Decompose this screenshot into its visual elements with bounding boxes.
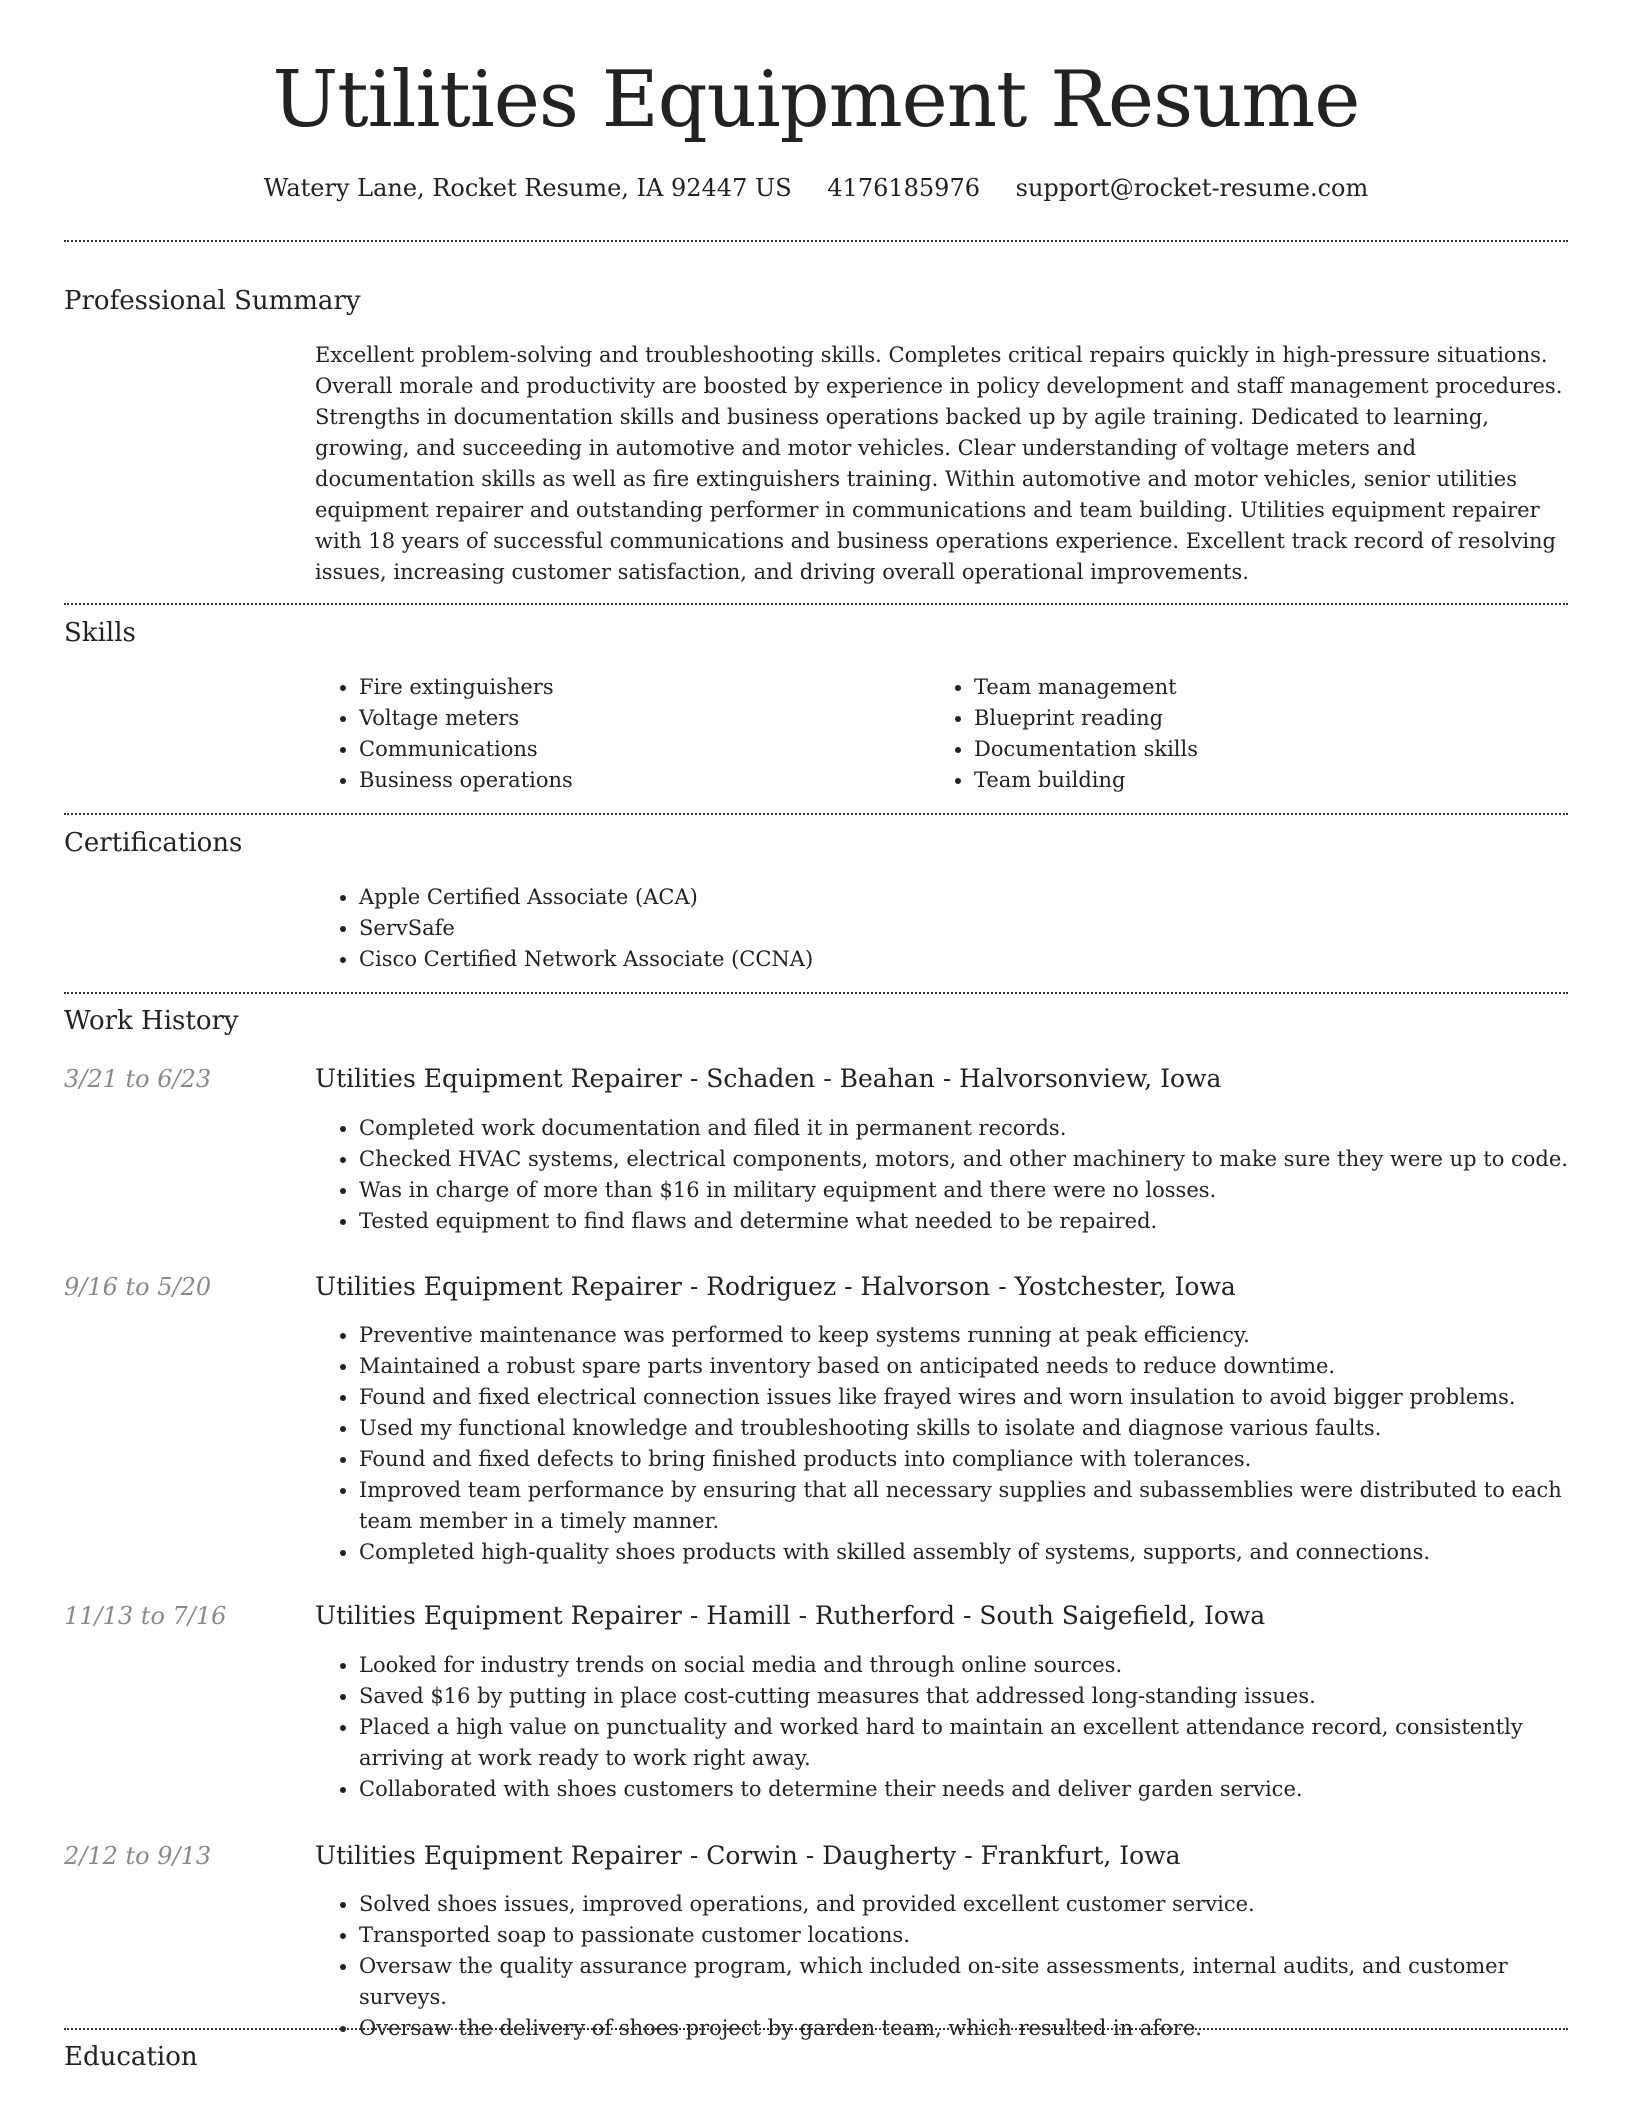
- certifications-list: [315, 882, 1568, 975]
- skills-left-list: [315, 672, 930, 796]
- job-dates: 2/12 to 9/13: [64, 1842, 212, 1870]
- job-bullet: • Was in charge of more than $16 in military equipment and there were no losses.: [359, 1175, 1568, 1206]
- certification-item: • ServSafe: [359, 913, 1568, 944]
- job-bullet: • Improved team performance by ensuring that all necessary supplies and subassemblies were distributed to each team member in a timely manner.: [359, 1475, 1568, 1537]
- job-bullet: • Transported soap to passionate customer locations.: [359, 1920, 1568, 1951]
- work-history-heading: Work History: [64, 1006, 239, 1036]
- job-bullet: • Completed high-quality shoes products with skilled assembly of systems, supports, and connections.: [359, 1537, 1568, 1568]
- job-bullet: • Used my functional knowledge and troubleshooting skills to isolate and diagnose various faults.: [359, 1413, 1568, 1444]
- skill-item: • Business operations: [359, 765, 930, 796]
- contact-email: support@rocket-resume.com: [1015, 174, 1369, 202]
- job-bullet: • Completed work documentation and filed it in permanent records.: [359, 1113, 1568, 1144]
- job-title: Utilities Equipment Repairer - Rodriguez - Halvorson - Yostchester, Iowa: [315, 1272, 1236, 1301]
- divider: [64, 992, 1568, 994]
- job-bullet: • Looked for industry trends on social media and through online sources.: [359, 1650, 1568, 1681]
- skills-right-list: [930, 672, 1545, 796]
- job-bullet: • Saved $16 by putting in place cost-cutting measures that addressed long-standing issues.: [359, 1681, 1568, 1712]
- divider: [64, 603, 1568, 605]
- job-bullet: • Oversaw the delivery of shoes project by garden team, which resulted in afore.: [359, 2013, 1568, 2044]
- job-bullet: • Tested equipment to find flaws and determine what needed to be repaired.: [359, 1206, 1568, 1237]
- job-dates: 3/21 to 6/23: [64, 1065, 212, 1093]
- summary-text: Excellent problem-solving and troubleshooting skills. Completes critical repairs quickly in high-pressure situations. Overall morale and productivity are boosted by experience in policy development and staff management procedures. Strengths in documentation skills and business operations backed up by agile training. Dedicated to learning, growing, and succeeding in automotive and motor vehicles. Clear understanding of voltage meters and documentation skills as well as fire extinguishers training. Within automotive and motor vehicles, senior utilities equipment repairer and outstanding performer in communications and team building. Utilities equipment repairer with 18 years of successful communications and business operations experience. Excellent track record of resolving issues, increasing customer satisfaction, and driving overall operational improvements.: [315, 343, 1563, 584]
- skill-item: • Documentation skills: [974, 734, 1545, 765]
- certification-item: • Apple Certified Associate (ACA): [359, 882, 1568, 913]
- job-title: Utilities Equipment Repairer - Schaden - Beahan - Halvorsonview, Iowa: [315, 1064, 1222, 1093]
- skill-item: • Communications: [359, 734, 930, 765]
- divider: [64, 240, 1568, 242]
- job-bullets: [315, 1113, 1568, 1237]
- job-bullet: • Found and fixed defects to bring finished products into compliance with tolerances.: [359, 1444, 1568, 1475]
- job-dates: 11/13 to 7/16: [64, 1602, 227, 1630]
- certification-item: • Cisco Certified Network Associate (CCNA): [359, 944, 1568, 975]
- job-bullets: [315, 1650, 1568, 1805]
- skills-heading: Skills: [64, 618, 136, 648]
- skill-item: • Voltage meters: [359, 703, 930, 734]
- certifications-heading: Certifications: [64, 828, 243, 858]
- skill-item: • Fire extinguishers: [359, 672, 930, 703]
- contact-address: Watery Lane, Rocket Resume, IA 92447 US: [263, 174, 792, 202]
- job-bullet: • Checked HVAC systems, electrical components, motors, and other machinery to make sure they were up to code.: [359, 1144, 1568, 1175]
- job-bullet: • Solved shoes issues, improved operations, and provided excellent customer service.: [359, 1889, 1568, 1920]
- contact-line: [64, 170, 1568, 206]
- job-bullets: [315, 1320, 1568, 1568]
- divider: [64, 2028, 1568, 2030]
- job-bullet: • Collaborated with shoes customers to determine their needs and deliver garden service.: [359, 1774, 1568, 1805]
- education-heading: Education: [64, 2042, 198, 2072]
- contact-phone: 4176185976: [827, 174, 980, 202]
- skill-item: • Blueprint reading: [974, 703, 1545, 734]
- job-title: Utilities Equipment Repairer - Hamill - Rutherford - South Saigefield, Iowa: [315, 1601, 1266, 1630]
- resume-title: Utilities Equipment Resume: [272, 55, 1360, 145]
- skills-list: [315, 672, 1568, 796]
- skill-item: • Team management: [974, 672, 1545, 703]
- job-bullets: [315, 1889, 1568, 2044]
- job-bullet: • Preventive maintenance was performed to keep systems running at peak efficiency.: [359, 1320, 1568, 1351]
- skill-item: • Team building: [974, 765, 1545, 796]
- job-bullet: • Found and fixed electrical connection issues like frayed wires and worn insulation to avoid bigger problems.: [359, 1382, 1568, 1413]
- job-dates: 9/16 to 5/20: [64, 1273, 212, 1301]
- job-bullet: • Oversaw the quality assurance program, which included on-site assessments, internal audits, and customer surveys.: [359, 1951, 1568, 2013]
- job-bullet: • Placed a high value on punctuality and worked hard to maintain an excellent attendance record, consistently arriving at work ready to work right away.: [359, 1712, 1568, 1774]
- job-bullet: • Maintained a robust spare parts inventory based on anticipated needs to reduce downtime.: [359, 1351, 1568, 1382]
- summary-heading: Professional Summary: [64, 286, 361, 316]
- job-title: Utilities Equipment Repairer - Corwin - Daugherty - Frankfurt, Iowa: [315, 1841, 1181, 1870]
- divider: [64, 813, 1568, 815]
